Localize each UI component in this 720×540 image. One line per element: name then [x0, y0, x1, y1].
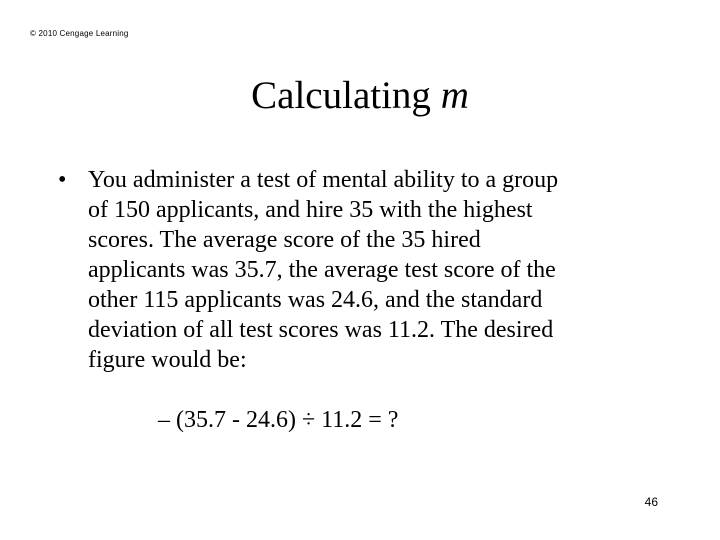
bullet-marker: • [58, 167, 67, 193]
formula-sub-item [158, 405, 398, 435]
bullet-line: You administer a test of mental ability to a group [88, 167, 559, 193]
bullet-line: other 115 applicants was 24.6, and the standard [88, 287, 543, 313]
title-variable: m [440, 74, 469, 117]
bullet-line: applicants was 35.7, the average test score of the [88, 257, 556, 283]
copyright-notice: © 2010 Cengage Learning [30, 29, 129, 38]
formula-text: (35.7 - 24.6) ÷ 11.2 = ? [176, 407, 399, 433]
bullet-line: scores. The average score of the 35 hired [88, 227, 481, 253]
sub-bullet-marker: – [158, 407, 170, 433]
title-text: Calculating [251, 74, 431, 117]
bullet-line: deviation of all test scores was 11.2. The desired [88, 317, 554, 343]
bullet-line: figure would be: [88, 347, 247, 373]
bullet-text [88, 165, 658, 375]
page-number: 46 [644, 495, 658, 509]
slide-title [0, 73, 720, 119]
bullet-line: of 150 applicants, and hire 35 with the highest [88, 197, 533, 223]
